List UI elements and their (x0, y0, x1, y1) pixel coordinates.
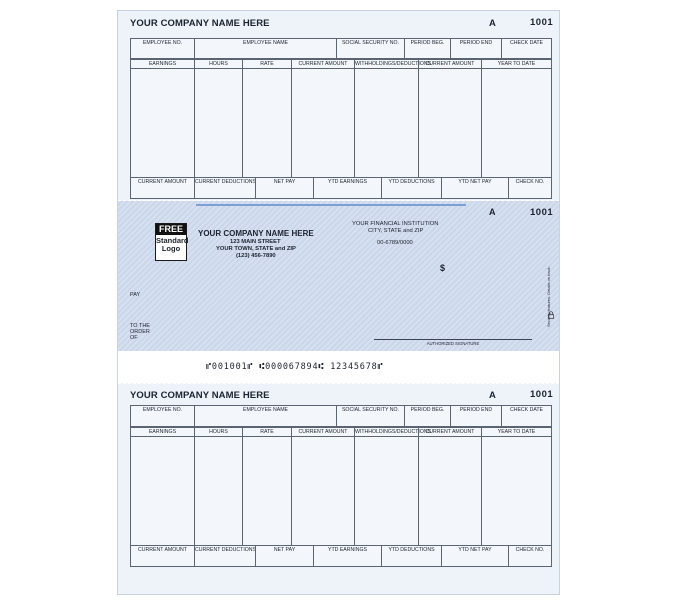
stub-earnings-table (130, 59, 552, 179)
cell-current-amount: CURRENT AMOUNT (138, 179, 187, 185)
order-line-2: ORDER (130, 329, 150, 335)
stub-header-row (130, 38, 552, 59)
check-letter: A (489, 207, 496, 217)
micr-line: ⑈001001⑈ ⑆000067894⑆ 12345678⑈ (206, 362, 384, 372)
cell-ytd-net-pay: YTD NET PAY (441, 178, 508, 198)
check-accent-line (196, 204, 466, 206)
bank-fraction: 00-6789/0000 (377, 240, 413, 246)
col-hours (194, 60, 242, 178)
cell-period-beg: PERIOD BEG. (404, 39, 450, 58)
col-rate-header: RATE (243, 428, 291, 437)
cell-period-end: PERIOD END (450, 406, 501, 426)
col-earnings-header: EARNINGS (131, 428, 194, 437)
dollar-sign: $ (440, 263, 446, 273)
stub-check-number: 1001 (530, 389, 554, 400)
cell-ytd-earnings: YTD EARNINGS (313, 546, 381, 566)
check-address-phone: (123) 456-7890 (236, 253, 276, 259)
cell-ssn: SOCIAL SECURITY NO. (336, 39, 404, 58)
cell-employee-name: EMPLOYEE NAME (194, 406, 336, 426)
col-withholdings-header: WITHHOLDINGS/DEDUCTIONS (355, 429, 432, 435)
col-hours (194, 428, 242, 546)
col-hours-header: HOURS (195, 428, 242, 437)
col-current-amount-2-header: CURRENT AMOUNT (419, 60, 481, 69)
cell-ytd-deductions: YTD DEDUCTIONS (381, 178, 441, 198)
col-current-amount-header: CURRENT AMOUNT (292, 60, 354, 69)
cell-check-date: CHECK DATE (501, 39, 551, 58)
cell-ytd-net-pay: YTD NET PAY (441, 546, 508, 566)
cell-net-pay: NET PAY (255, 546, 313, 566)
logo-free-text: FREE (156, 224, 186, 235)
col-current-amount-header: CURRENT AMOUNT (292, 428, 354, 437)
stub-check-number: 1001 (530, 17, 554, 28)
order-label (130, 323, 150, 341)
check-address-street: 123 MAIN STREET (230, 239, 281, 245)
cell-net-pay: NET PAY (255, 178, 313, 198)
stub-letter: A (489, 18, 496, 29)
col-withholdings (354, 428, 432, 546)
col-current-amount-2 (418, 428, 481, 546)
order-line-1: TO THE (130, 323, 150, 329)
cell-ytd-earnings: YTD EARNINGS (313, 178, 381, 198)
col-current-amount (291, 428, 354, 546)
stub-earnings-table (130, 427, 552, 547)
cell-check-no: CHECK NO. (508, 546, 551, 566)
bank-name: YOUR FINANCIAL INSTITUTION (352, 221, 439, 227)
col-earnings (131, 60, 194, 178)
stub-totals-row (130, 177, 552, 199)
security-note: Security features. Details on back. (546, 266, 551, 327)
check-company-name: YOUR COMPANY NAME HERE (198, 229, 314, 238)
col-current-amount-2 (418, 60, 481, 178)
col-withholdings-header: WITHHOLDINGS/DEDUCTIONS (355, 61, 432, 67)
check-number: 1001 (530, 207, 554, 218)
logo-line1: Standard (156, 236, 189, 245)
standard-logo (155, 223, 187, 261)
cell-ytd-deductions: YTD DEDUCTIONS (381, 546, 441, 566)
cell-check-date: CHECK DATE (501, 406, 551, 426)
cell-current-deductions: CURRENT DEDUCTIONS (194, 546, 255, 566)
cell-employee-no: EMPLOYEE NO. (142, 40, 183, 46)
col-rate-header: RATE (243, 60, 291, 69)
col-current-amount-2-header: CURRENT AMOUNT (419, 428, 481, 437)
col-year-to-date (481, 60, 551, 178)
order-line-3: OF (130, 335, 138, 341)
cell-ssn: SOCIAL SECURITY NO. (336, 406, 404, 426)
col-withholdings (354, 60, 432, 178)
cell-employee-name: EMPLOYEE NAME (194, 39, 336, 58)
stub-header-row (130, 405, 552, 427)
col-rate (242, 428, 291, 546)
lock-icon (548, 311, 554, 319)
col-current-amount (291, 60, 354, 178)
cell-check-no: CHECK NO. (508, 178, 551, 198)
stub-company-name: YOUR COMPANY NAME HERE (130, 390, 270, 401)
cell-period-beg: PERIOD BEG. (404, 406, 450, 426)
col-year-to-date-header: YEAR TO DATE (482, 428, 551, 437)
pay-label: PAY (130, 292, 141, 298)
stub-company-name: YOUR COMPANY NAME HERE (130, 18, 270, 29)
col-earnings-header: EARNINGS (131, 60, 194, 69)
cell-current-deductions: CURRENT DEDUCTIONS (194, 178, 255, 198)
signature-line (374, 339, 532, 340)
bank-city: CITY, STATE and ZIP (368, 228, 424, 234)
col-year-to-date-header: YEAR TO DATE (482, 60, 551, 69)
col-year-to-date (481, 428, 551, 546)
col-hours-header: HOURS (195, 60, 242, 69)
logo-line2: Logo (161, 244, 181, 253)
cell-period-end: PERIOD END (450, 39, 501, 58)
cell-employee-no: EMPLOYEE NO. (142, 407, 183, 413)
cell-current-amount: CURRENT AMOUNT (138, 547, 187, 553)
payroll-check-sheet (117, 10, 560, 595)
perforation-line-2 (118, 383, 559, 384)
col-rate (242, 60, 291, 178)
stub-letter: A (489, 390, 496, 401)
signature-label: AUTHORIZED SIGNATURE (426, 341, 480, 346)
check-address-city: YOUR TOWN, STATE and ZIP (216, 246, 296, 252)
stub-totals-row (130, 545, 552, 567)
col-earnings (131, 428, 194, 546)
